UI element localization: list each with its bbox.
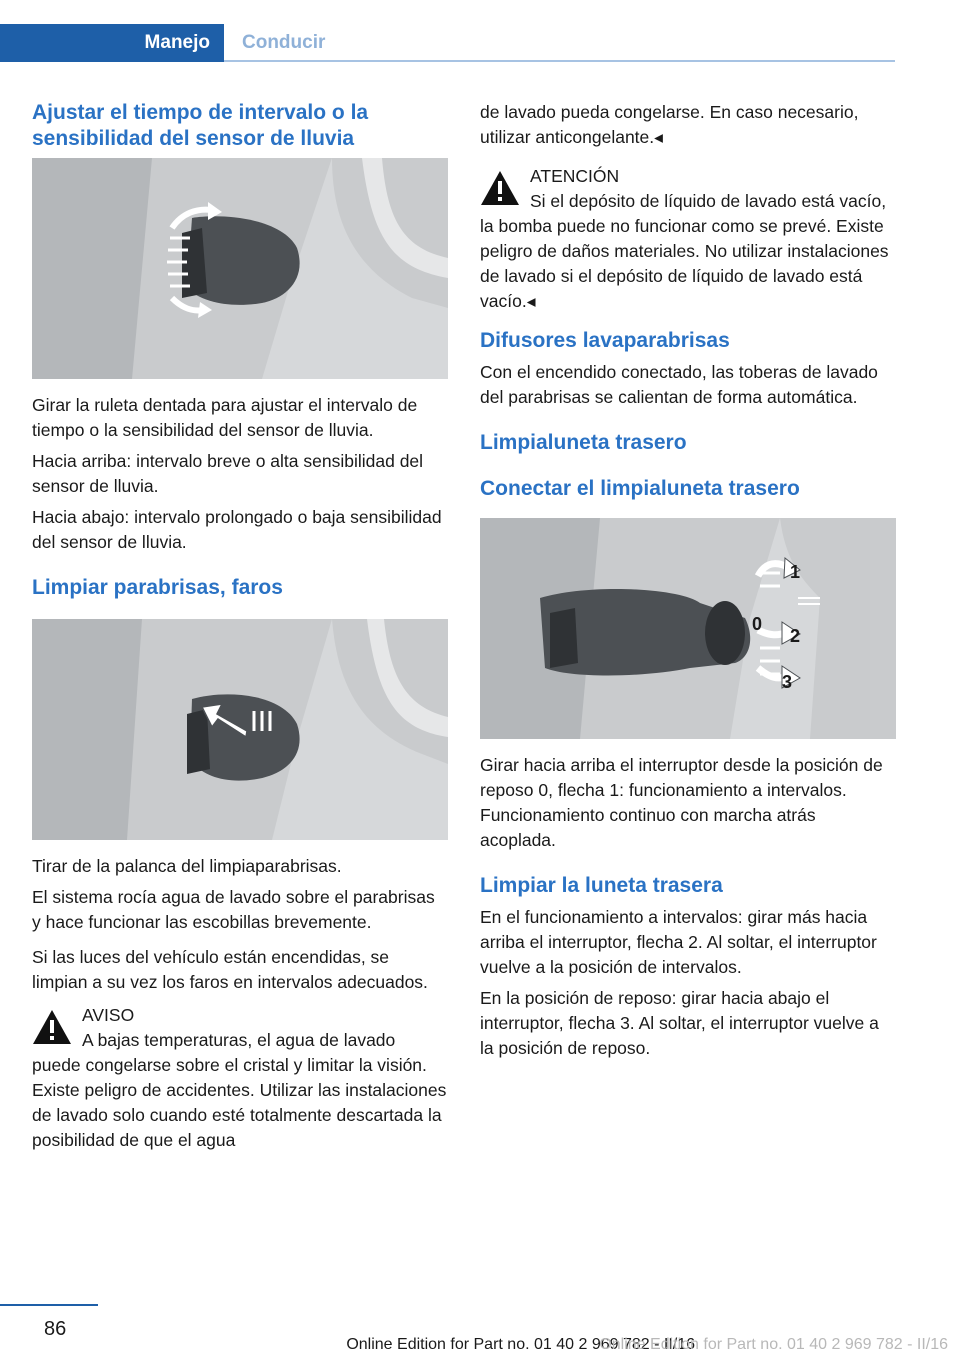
tab-manejo[interactable]: Manejo bbox=[0, 24, 224, 62]
aviso-box bbox=[32, 1003, 448, 1153]
paragraph-conectar: Girar hacia arriba el interruptor desde la posición de reposo 0, flecha 1: funcionamiento a intervalos. Funcionamiento continuo con marcha atrás acoplada. bbox=[480, 755, 883, 850]
figure-label-1: 1 bbox=[790, 562, 801, 582]
paragraph-difusores: Con el encendido conectado, las toberas de lavado del parabrisas se calientan de forma automática. bbox=[480, 362, 878, 407]
warning-icon bbox=[480, 170, 520, 206]
paragraph-6: Si las luces del vehículo están encendidas, se limpian a su vez los faros en intervalos adecuados. bbox=[32, 947, 428, 992]
atencion-box bbox=[480, 164, 896, 314]
figure-label-3: 3 bbox=[782, 672, 793, 692]
paragraph-5: El sistema rocía agua de lavado sobre el parabrisas y hace funcionar las escobillas brevemente. bbox=[32, 887, 435, 932]
watermark: Online Edition for Part no. 01 40 2 969 782 - II/16 bbox=[599, 1336, 948, 1353]
figure-label-2: 2 bbox=[790, 626, 801, 646]
paragraph-4: Tirar de la palanca del limpiaparabrisas. bbox=[32, 856, 342, 876]
footer-edition: Online Edition for Part no. 01 40 2 969 782 - II/16 bbox=[346, 1336, 695, 1353]
heading-difusores: Difusores lavaparabrisas bbox=[480, 329, 730, 352]
aviso-body: A bajas temperaturas, el agua de lavado puede congelarse sobre el cristal y limitar la visión. Existe peligro de accidentes. Utilizar las instalaciones de lavado solo cuando esté totalmente descartada la posibilidad de que el agua bbox=[32, 1030, 447, 1150]
paragraph-3: Hacia abajo: intervalo prolongado o baja sensibilidad del sensor de lluvia. bbox=[32, 507, 442, 552]
figure-wiper-lever bbox=[32, 619, 448, 840]
figure-rear-wiper-switch bbox=[480, 518, 896, 739]
page-header bbox=[0, 24, 895, 62]
paragraph-2: Hacia arriba: intervalo breve o alta sensibilidad del sensor de lluvia. bbox=[32, 451, 424, 496]
paragraph-luneta-1: En el funcionamiento a intervalos: girar más hacia arriba el interruptor, flecha 2. Al soltar, el interruptor vuelve a la posición de intervalos. bbox=[480, 907, 877, 977]
right-column bbox=[480, 100, 896, 1067]
heading-conectar: Conectar el limpialuneta trasero bbox=[480, 477, 800, 500]
heading-luneta: Limpiar la luneta trasera bbox=[480, 874, 723, 897]
header-rule bbox=[224, 60, 895, 62]
atencion-body: Si el depósito de líquido de lavado está vacío, la bomba puede no funcionar como se prevé. Existe peligro de daños materiales. No utilizar instalaciones de lavado si el depósito de líquido de lavado está vacío.◂ bbox=[480, 191, 889, 311]
footer-rule bbox=[0, 1304, 98, 1306]
heading-limpialuneta: Limpialuneta trasero bbox=[480, 431, 687, 454]
paragraph-luneta-2: En la posición de reposo: girar hacia abajo el interruptor, flecha 3. Al soltar, el interruptor vuelve a la posición de reposo. bbox=[480, 988, 879, 1058]
warning-icon bbox=[32, 1009, 72, 1045]
figure-label-0: 0 bbox=[752, 614, 763, 634]
aviso-continuation: de lavado pueda congelarse. En caso necesario, utilizar anticongelante.◂ bbox=[480, 102, 859, 147]
tab-conducir[interactable]: Conducir bbox=[242, 32, 326, 53]
figure-rain-sensor-wheel bbox=[32, 158, 448, 379]
atencion-title: ATENCIÓN bbox=[530, 166, 620, 186]
heading-limpiar: Limpiar parabrisas, faros bbox=[32, 576, 283, 599]
heading-intervalo: Ajustar el tiempo de intervalo o la sensibilidad del sensor de lluvia bbox=[32, 101, 369, 150]
aviso-title: AVISO bbox=[82, 1005, 135, 1025]
page-number: 86 bbox=[44, 1318, 67, 1340]
left-column bbox=[32, 100, 448, 1153]
paragraph-1: Girar la ruleta dentada para ajustar el intervalo de tiempo o la sensibilidad del sensor de lluvia. bbox=[32, 395, 418, 440]
